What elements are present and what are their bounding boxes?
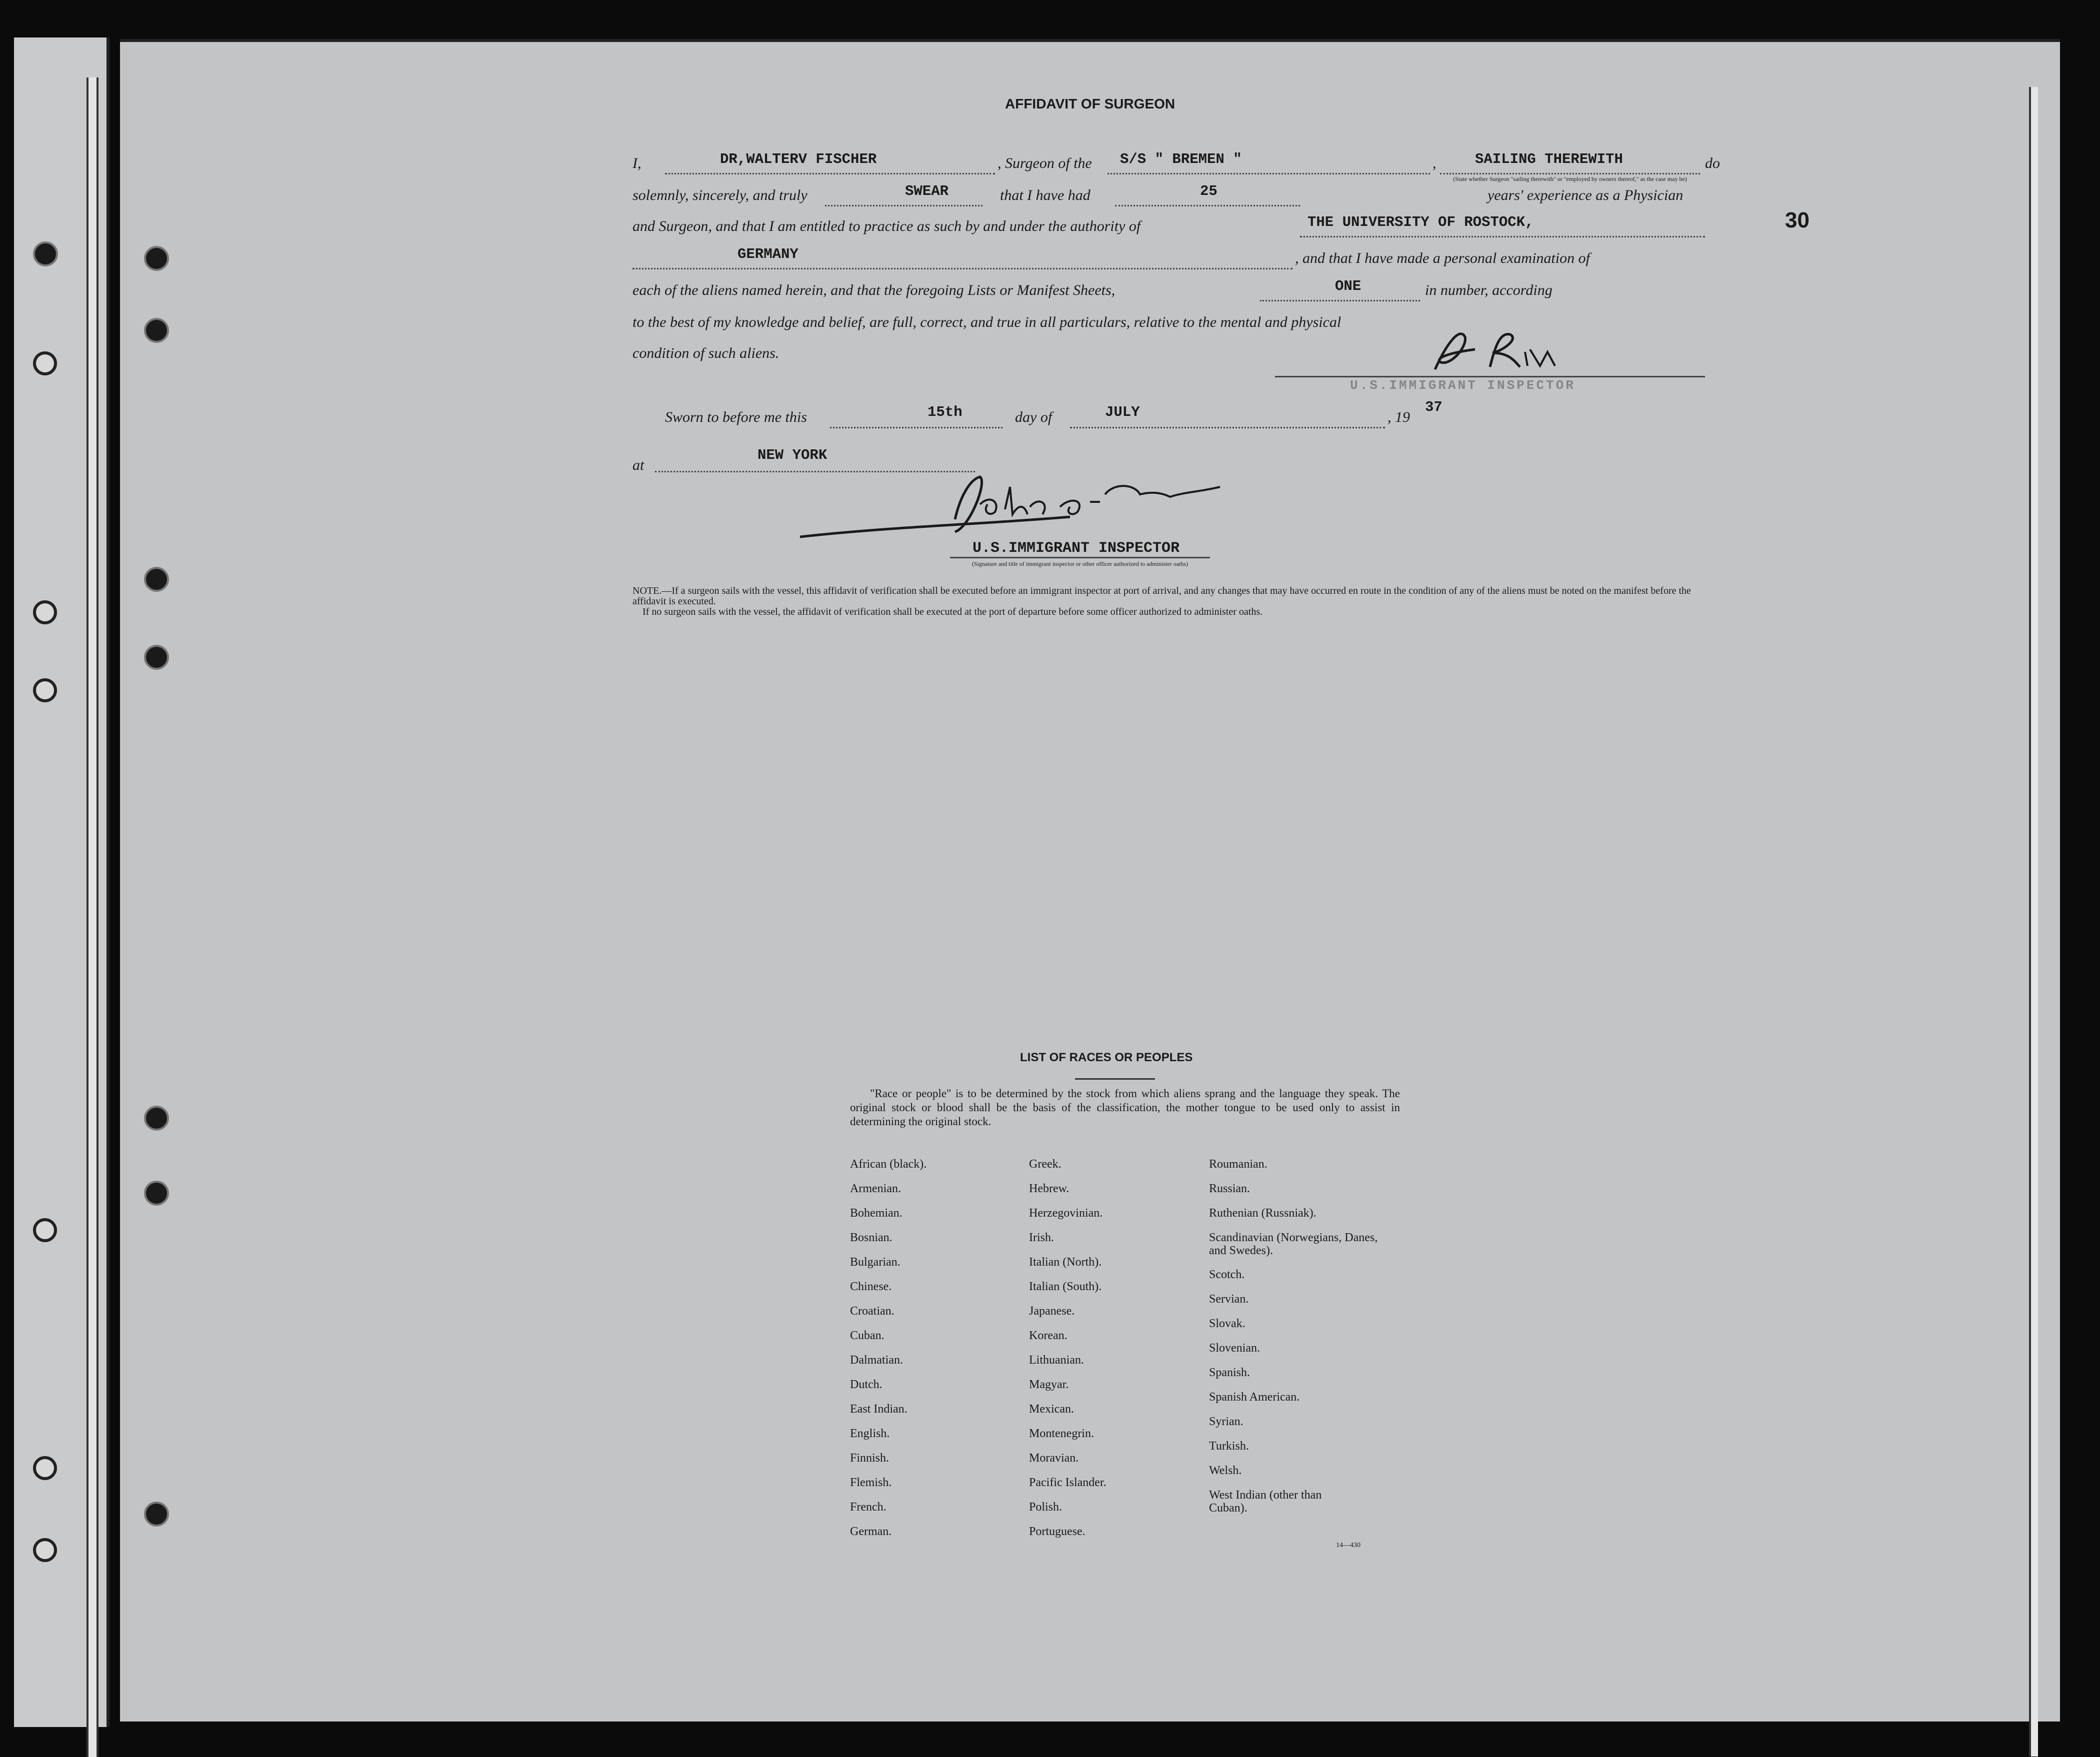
punch-hole xyxy=(33,1538,57,1562)
races-column-3 xyxy=(1209,1158,1399,1519)
punch-hole xyxy=(33,600,57,624)
race-item: Italian (South). xyxy=(1029,1280,1102,1293)
races-column-1 xyxy=(850,1158,1020,1550)
inspector-hint: (Signature and title of immigrant inspector or other officer authorized to administer oaths) xyxy=(972,560,1188,567)
inspector-title: U.S.IMMIGRANT INSPECTOR xyxy=(972,540,1180,557)
race-item: Greek. xyxy=(1029,1158,1062,1171)
title-rule xyxy=(1075,1078,1155,1080)
races-intro: "Race or people" is to be determined by the stock from which aliens sprang and the language they speak. The original stock or blood shall be the basis of the classification, the mother tongue to be used only to assist in determining the original stock. xyxy=(850,1087,1400,1128)
binder-spine xyxy=(86,77,98,1757)
text-at: at xyxy=(632,457,644,473)
field-line xyxy=(825,205,982,206)
race-item: Mexican. xyxy=(1029,1403,1074,1416)
race-item: Dutch. xyxy=(850,1378,882,1391)
affidavit-title: AFFIDAVIT OF SURGEON xyxy=(1005,96,1176,111)
race-item: Finnish. xyxy=(850,1452,890,1465)
race-item: Turkish. xyxy=(1209,1440,1249,1453)
race-item: Slovenian. xyxy=(1209,1342,1260,1355)
sworn-place: NEW YORK xyxy=(758,447,828,463)
punch-hole xyxy=(144,1106,169,1131)
race-item: Magyar. xyxy=(1029,1378,1069,1391)
race-item: Scotch. xyxy=(1209,1268,1245,1281)
surgeon-signature xyxy=(1360,322,1640,377)
field-line xyxy=(1300,236,1705,237)
sheet-count: ONE xyxy=(1335,278,1362,294)
text-years-experience: years' experience as a Physician xyxy=(1488,187,1684,203)
race-item: Japanese. xyxy=(1029,1305,1075,1318)
race-item: Portuguese. xyxy=(1029,1525,1086,1538)
surgeon-status: SAILING THEREWITH xyxy=(1475,151,1623,167)
text-i: I, xyxy=(632,155,642,171)
race-item: Chinese. xyxy=(850,1280,892,1293)
text-knowledge: to the best of my knowledge and belief, are full, correct, and true in all particulars, relative to the mental and physical xyxy=(632,314,1342,330)
text-do: do xyxy=(1705,155,1720,171)
race-item: West Indian (other than Cuban). xyxy=(1209,1489,1322,1515)
race-item: Russian. xyxy=(1209,1182,1250,1195)
note-surgeon-sails: NOTE.—If a surgeon sails with the vessel, this affidavit of verification shall be executed before an immigrant inspector at port of arrival, and any changes that may have occurred en route in the condition of any of the aliens must be noted on the manifest before the affidavit is executed. xyxy=(632,585,1691,607)
text-surgeon-of: , Surgeon of the xyxy=(998,155,1092,171)
race-item: Welsh. xyxy=(1209,1464,1242,1477)
punch-hole xyxy=(144,567,169,592)
race-item: Ruthenian (Russniak). xyxy=(1209,1207,1316,1220)
punch-hole xyxy=(144,318,169,343)
race-item: Cuban. xyxy=(850,1329,884,1342)
page-number: 30 xyxy=(1785,208,1810,232)
punch-hole xyxy=(33,1456,57,1480)
binder-strip xyxy=(14,37,110,1727)
race-item: Lithuanian. xyxy=(1029,1354,1084,1367)
sworn-day: 15th xyxy=(928,404,962,420)
punch-hole xyxy=(33,351,57,375)
punch-hole xyxy=(144,1502,169,1527)
race-item: Italian (North). xyxy=(1029,1256,1102,1269)
races-title: LIST OF RACES OR PEOPLES xyxy=(1020,1051,1193,1064)
race-item: Dalmatian. xyxy=(850,1354,903,1367)
sworn-year: 37 xyxy=(1425,399,1442,415)
punch-hole xyxy=(144,1181,169,1206)
text-day-of: day of xyxy=(1015,409,1052,425)
race-item: Spanish American. xyxy=(1209,1391,1300,1404)
faded-stamp: U.S.IMMIGRANT INSPECTOR xyxy=(1350,378,1576,393)
note-no-surgeon: If no surgeon sails with the vessel, the affidavit of verification shall be executed at the port of departure before some officer authorized to administer oaths. xyxy=(642,606,1263,617)
vessel-name: S/S " BREMEN " xyxy=(1120,151,1242,167)
race-item: Herzegovinian. xyxy=(1029,1207,1103,1220)
field-line xyxy=(1260,300,1420,301)
race-item: Moravian. xyxy=(1029,1452,1079,1465)
race-item: Slovak. xyxy=(1209,1317,1246,1330)
race-item: Hebrew. xyxy=(1029,1182,1070,1195)
race-item: East Indian. xyxy=(850,1403,908,1416)
punch-hole xyxy=(144,246,169,271)
punch-hole xyxy=(33,241,58,266)
punch-hole xyxy=(33,678,57,702)
text-condition: condition of such aliens. xyxy=(632,345,780,361)
field-line xyxy=(665,173,995,174)
form-number: 14—430 xyxy=(1336,1542,1360,1549)
race-item: Servian. xyxy=(1209,1293,1249,1306)
race-item: Scandinavian (Norwegians, Danes, and Swedes). xyxy=(1209,1231,1378,1257)
text-sworn: Sworn to before me this xyxy=(665,409,807,425)
years-count: 25 xyxy=(1200,183,1218,199)
race-item: Pacific Islander. xyxy=(1029,1476,1106,1489)
race-item: Irish. xyxy=(1029,1231,1054,1244)
authority-name: THE UNIVERSITY OF ROSTOCK, xyxy=(1308,214,1534,230)
race-item: Armenian. xyxy=(850,1182,901,1195)
field-line xyxy=(1115,205,1300,206)
punch-hole xyxy=(33,1218,57,1242)
inspector-line xyxy=(950,557,1210,558)
inspector-signature xyxy=(790,467,1310,547)
field-line xyxy=(830,427,1002,428)
text-comma: , xyxy=(1432,155,1436,171)
document-page xyxy=(120,39,2060,1722)
race-item: Polish. xyxy=(1029,1501,1062,1514)
race-item: Montenegrin. xyxy=(1029,1427,1094,1440)
authority-country: GERMANY xyxy=(738,246,798,262)
surgeon-name: DR,WALTERV FISCHER xyxy=(720,151,877,167)
sworn-month: JULY xyxy=(1105,404,1140,420)
race-item: African (black). xyxy=(850,1158,927,1171)
text-year-prefix: , 19 xyxy=(1388,409,1410,425)
text-had: that I have had xyxy=(1000,187,1090,203)
race-item: English. xyxy=(850,1427,890,1440)
field-line xyxy=(1440,173,1700,174)
field-line xyxy=(1108,173,1430,174)
text-examination: , and that I have made a personal examination of xyxy=(1295,250,1590,266)
race-item: Korean. xyxy=(1029,1329,1068,1342)
field-line xyxy=(1070,427,1385,428)
race-item: Spanish. xyxy=(1209,1366,1250,1379)
status-hint: (State whether Surgeon "sailing therewith" or "employed by owners thereof," as the case may be) xyxy=(1453,175,1687,182)
race-item: Bosnian. xyxy=(850,1231,892,1244)
signature-line xyxy=(1275,376,1705,377)
race-item: Roumanian. xyxy=(1209,1158,1268,1171)
races-column-2 xyxy=(1029,1158,1199,1550)
oath-type: SWEAR xyxy=(905,183,949,199)
race-item: Bulgarian. xyxy=(850,1256,900,1269)
punch-hole xyxy=(144,645,169,670)
text-solemnly: solemnly, sincerely, and truly xyxy=(632,187,808,203)
race-item: Bohemian. xyxy=(850,1207,902,1220)
race-item: French. xyxy=(850,1501,886,1514)
race-item: Syrian. xyxy=(1209,1415,1244,1428)
field-line xyxy=(632,268,1292,269)
text-in-number: in number, according xyxy=(1425,282,1552,298)
race-item: German. xyxy=(850,1525,892,1538)
text-manifest: each of the aliens named herein, and that the foregoing Lists or Manifest Sheets, xyxy=(632,282,1116,298)
page-edge xyxy=(2029,87,2038,1757)
text-authority: and Surgeon, and that I am entitled to practice as such by and under the authority of xyxy=(632,218,1141,234)
race-item: Flemish. xyxy=(850,1476,892,1489)
race-item: Croatian. xyxy=(850,1305,894,1318)
